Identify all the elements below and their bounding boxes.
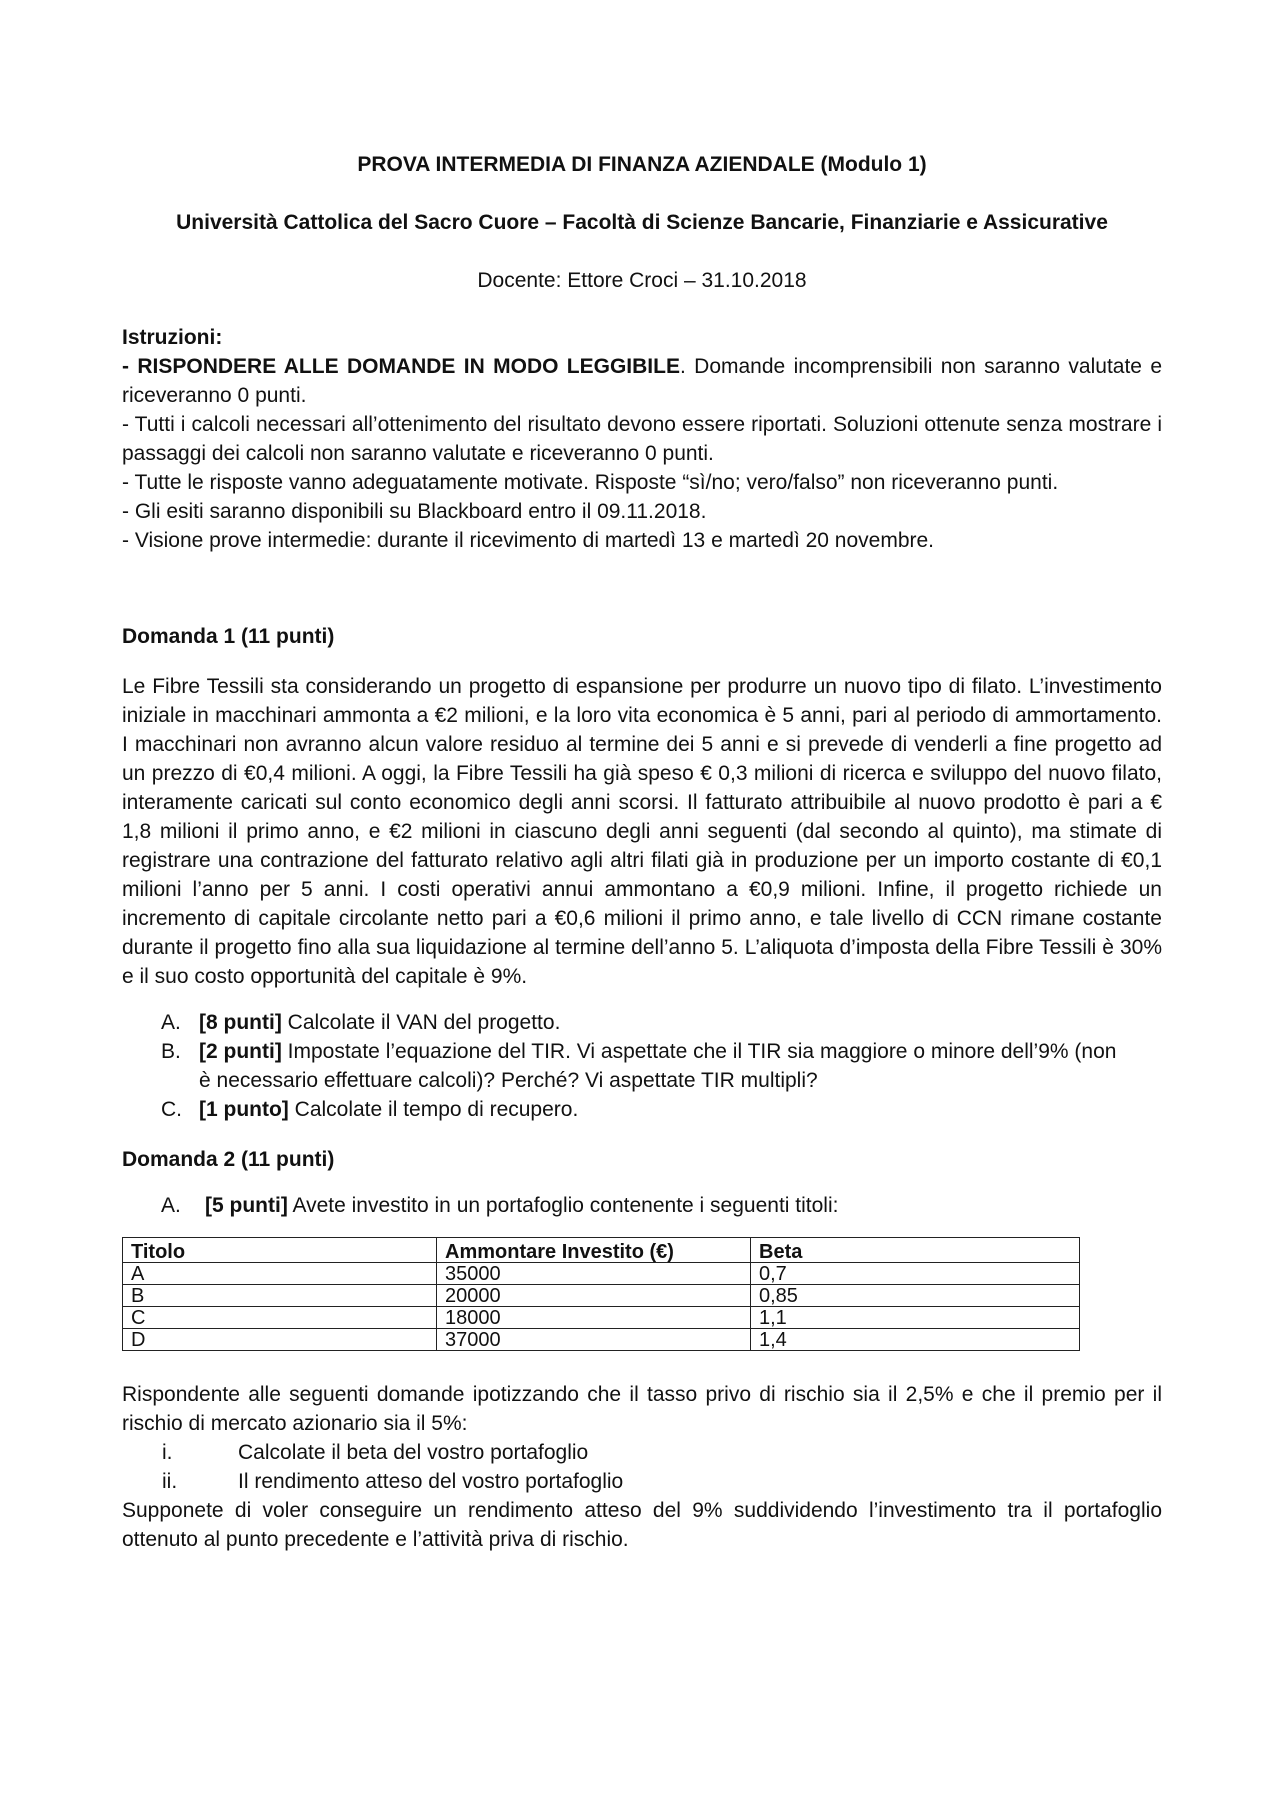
question-points: [2 punti] — [199, 1040, 282, 1063]
instruction-item — [122, 352, 1162, 410]
instruction-bold: - RISPONDERE ALLE DOMANDE IN MODO LEGGIBILE — [122, 355, 680, 378]
question-marker: B. — [161, 1040, 181, 1063]
instruction-item: - Gli esiti saranno disponibili su Blackboard entro il 09.11.2018. — [122, 500, 707, 523]
table-cell: D — [123, 1329, 437, 1351]
table-cell: A — [123, 1263, 437, 1285]
domanda2-subquestions — [122, 1438, 1162, 1496]
subquestion-item — [122, 1438, 1162, 1467]
domanda2-title: Domanda 2 (11 punti) — [122, 1148, 335, 1171]
table-cell: B — [123, 1285, 437, 1307]
table-cell: 1,1 — [751, 1307, 1080, 1329]
subquestion-text: Il rendimento atteso del vostro portafoglio — [238, 1470, 624, 1493]
instruction-item: - Tutti i calcoli necessari all’ottenimento del risultato devono essere riportati. Soluzioni ottenute senza mostrare i passaggi dei calcoli non saranno valutate e riceveranno 0 punti. — [122, 413, 1162, 465]
subquestion-item — [122, 1467, 1162, 1496]
table-cell: 0,7 — [751, 1263, 1080, 1285]
docente-line: Docente: Ettore Croci – 31.10.2018 — [477, 269, 807, 292]
domanda2-closing: Supponete di voler conseguire un rendimento atteso del 9% suddividendo l’investimento tra il portafoglio ottenuto al punto precedente e l’attività priva di rischio. — [122, 1499, 1162, 1551]
domanda1-questions — [122, 1008, 1162, 1124]
table-cell: C — [123, 1307, 437, 1329]
instructions — [122, 323, 1162, 555]
domanda1-title: Domanda 1 (11 punti) — [122, 625, 335, 648]
exam-page — [122, 150, 1162, 1554]
question-marker: C. — [161, 1098, 182, 1121]
question-item — [122, 1008, 1162, 1037]
table-row — [123, 1263, 1080, 1285]
table-cell: 37000 — [437, 1329, 751, 1351]
question-text: Impostate l’equazione del TIR. Vi aspettate che il TIR sia maggiore o minore dell’9% (non è necessario effettuare calcoli)? Perché? Vi aspettate TIR multipli? — [199, 1040, 1117, 1092]
instruction-item: - Visione prove intermedie: durante il ricevimento di martedì 13 e martedì 20 novembre. — [122, 529, 935, 552]
subquestion-marker: ii. — [162, 1470, 178, 1493]
table-cell: 1,4 — [751, 1329, 1080, 1351]
domanda2-part-a — [122, 1191, 1162, 1220]
subquestion-text: Calcolate il beta del vostro portafoglio — [238, 1441, 589, 1464]
question-text: Calcolate il VAN del progetto. — [281, 1011, 561, 1034]
question-points: [8 punti] — [199, 1011, 282, 1034]
question-item — [122, 1037, 1162, 1095]
column-header: Ammontare Investito (€) — [437, 1238, 751, 1263]
instructions-heading: Istruzioni: — [122, 326, 223, 349]
question-marker: A. — [161, 1194, 181, 1217]
table-cell: 18000 — [437, 1307, 751, 1329]
table-row — [123, 1285, 1080, 1307]
university-line: Università Cattolica del Sacro Cuore – Facoltà di Scienze Bancarie, Finanziarie e Assicurative — [176, 211, 1108, 234]
question-points: [1 punto] — [199, 1098, 289, 1121]
instruction-item: - Tutte le risposte vanno adeguatamente motivate. Risposte “sì/no; vero/falso” non riceveranno punti. — [122, 471, 1059, 494]
column-header: Titolo — [123, 1238, 437, 1263]
question-text: Calcolate il tempo di recupero. — [288, 1098, 579, 1121]
portfolio-table — [122, 1237, 1080, 1351]
table-row — [123, 1307, 1080, 1329]
question-points: [5 punti] — [205, 1194, 288, 1217]
subquestion-marker: i. — [162, 1441, 173, 1464]
column-header: Beta — [751, 1238, 1080, 1263]
exam-title: PROVA INTERMEDIA DI FINANZA AZIENDALE (Modulo 1) — [357, 153, 927, 176]
table-cell: 0,85 — [751, 1285, 1080, 1307]
table-row — [123, 1329, 1080, 1351]
domanda2-intro: Rispondente alle seguenti domande ipotizzando che il tasso privo di rischio sia il 2,5% e che il premio per il rischio di mercato azionario sia il 5%: — [122, 1383, 1162, 1435]
table-cell: 20000 — [437, 1285, 751, 1307]
domanda1-body: Le Fibre Tessili sta considerando un progetto di espansione per produrre un nuovo tipo di filato. L’investimento iniziale in macchinari ammonta a €2 milioni, e la loro vita economica è 5 anni, pari al periodo di ammortamento. I macchinari non avranno alcun valore residuo al termine dei 5 anni e si prevede di venderli a fine progetto ad un prezzo di €0,4 milioni. A oggi, la Fibre Tessili ha già speso € 0,3 milioni di ricerca e sviluppo del nuovo filato, interamente caricati sul conto economico degli anni scorsi. Il fatturato attribuibile al nuovo prodotto è pari a € 1,8 milioni il primo anno, e €2 milioni in ciascuno degli anni seguenti (dal secondo al quinto), ma stimate di registrare una contrazione del fatturato relativo agli altri filati già in produzione per un importo costante di €0,1 milioni l’anno per 5 anni. I costi operativi annui ammontano a €0,9 milioni. Infine, il progetto richiede un incremento di capitale circolante netto pari a €0,6 milioni il primo anno, e tale livello di CCN rimane costante durante il progetto fino alla sua liquidazione al termine dell’anno 5. L’aliquota d’imposta della Fibre Tessili è 30% e il suo costo opportunità del capitale è 9%. — [122, 675, 1162, 988]
question-item — [122, 1095, 1162, 1124]
question-text: Avete investito in un portafoglio contenente i seguenti titoli: — [287, 1194, 839, 1217]
question-marker: A. — [161, 1011, 181, 1034]
instruction-text: . Domande incomprensibili non saranno valutate e riceveranno 0 punti. — [122, 355, 1162, 407]
table-header-row — [123, 1238, 1080, 1263]
table-cell: 35000 — [437, 1263, 751, 1285]
